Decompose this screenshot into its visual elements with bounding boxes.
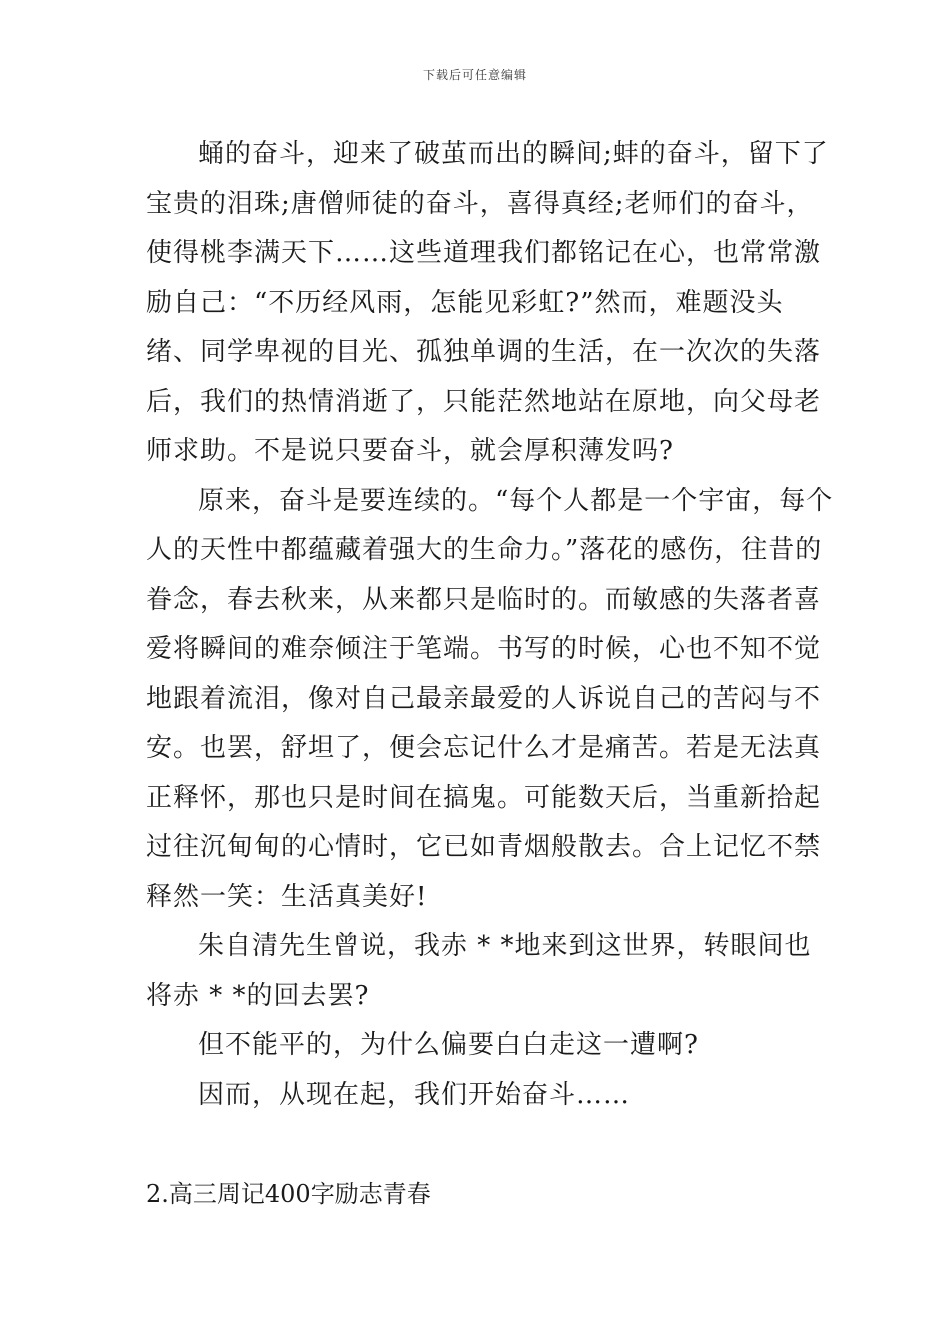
paragraph-4: 但不能平的，为什么偏要白白走这一遭啊? <box>198 1030 699 1060</box>
document-body <box>146 130 836 1120</box>
paragraph-5: 因而，从现在起，我们开始奋斗…… <box>198 1079 631 1110</box>
section-heading: 2.高三周记400字励志青春 <box>146 1180 431 1208</box>
page-header: 下载后可任意编辑 <box>422 68 527 82</box>
paragraph-1: 蛹的奋斗，迎来了破茧而出的瞬间;蚌的奋斗，留下了宝贵的泪珠;唐僧师徒的奋斗，喜得真经;老师们的奋斗，使得桃李满天下……这些道理我们都铭记在心，也常常激励自己：“不历经风雨，怎能见彩虹?”然而，难题没头绪、同学卑视的目光、孤独单调的生活，在一次次的失落后，我们的热情消逝了，只能茫然地站在原地，向父母老师求助。不是说只要奋斗，就会厚积薄发吗? <box>146 139 829 466</box>
paragraph-2: 原来，奋斗是要连续的。“每个人都是一个宇宙，每个人的天性中都蕴藏着强大的生命力。”落花的感伤，往昔的眷念，春去秋来，从来都只是临时的。而敏感的失落者喜爱将瞬间的难奈倾注于笔端。书写的时候，心也不知不觉地跟着流泪，像对自己最亲最爱的人诉说自己的苦闷与不安。也罢，舒坦了，便会忘记什么才是痛苦。若是无法真正释怀，那也只是时间在搞鬼。可能数天后，当重新拾起过往沉甸甸的心情时，它已如青烟般散去。合上记忆不禁释然一笑：生活真美好! <box>146 485 834 912</box>
paragraph-3: 朱自清先生曾说，我赤 * *地来到这世界，转眼间也将赤 * *的回去罢? <box>146 931 812 1011</box>
